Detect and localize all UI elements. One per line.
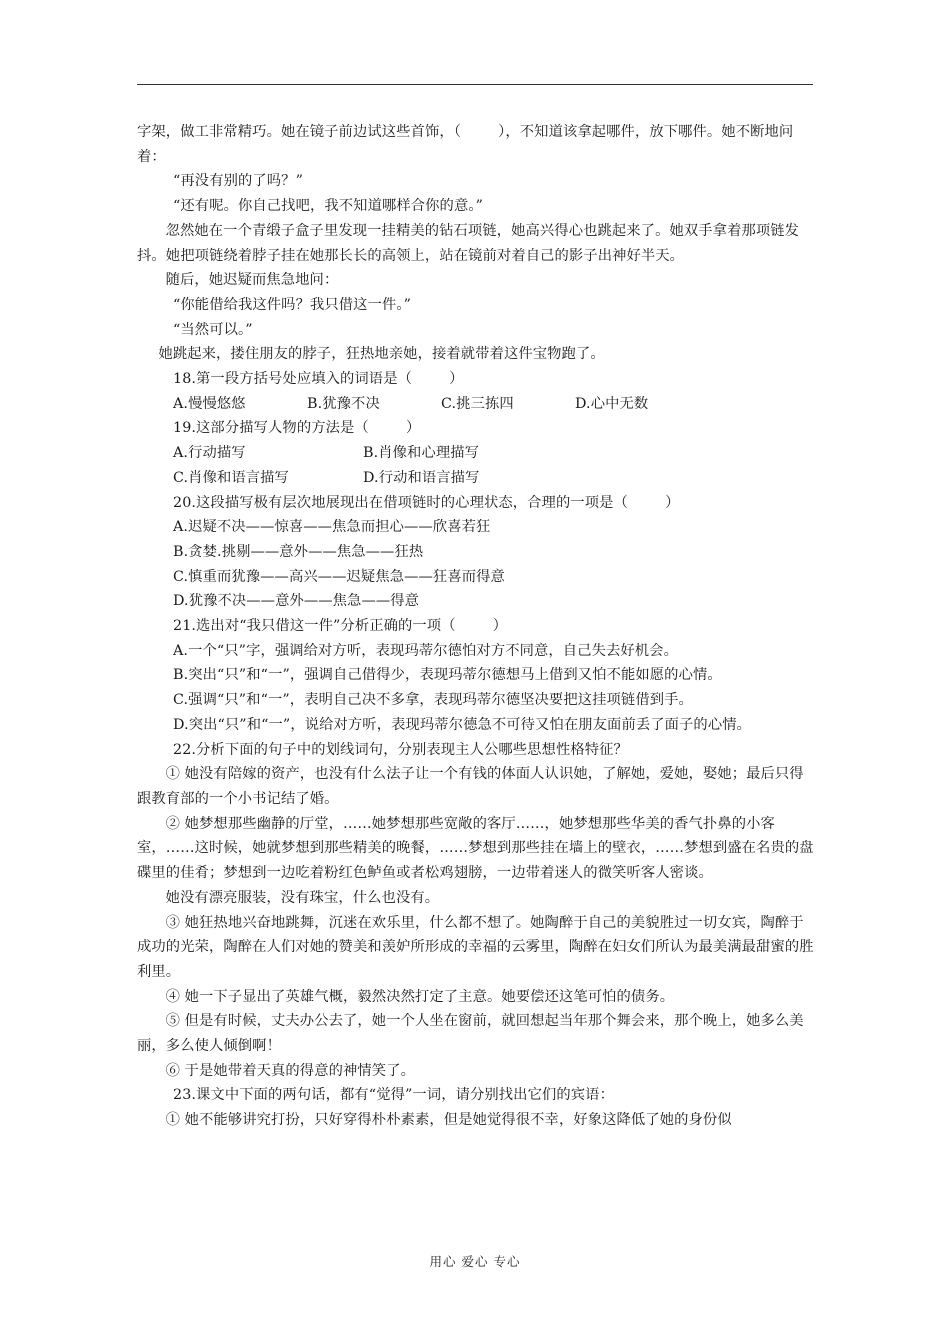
question-20-stem: 20.这段描写极有层次地展现出在借项链时的心理状态，合理的一项是（ ） <box>173 494 680 511</box>
dialogue-line: “再没有别的了吗？” <box>173 173 303 190</box>
sentence-item: ③ 她狂热地兴奋地跳舞，沉迷在欢乐里，什么都不想了。她陶醉于自己的美貌胜过一切女宾，陶醉于成功的光荣，陶醉在人们对她的赞美和羡妒所形成的幸福的云雾里，陶醉在妇女们所认为最美满最甜蜜的胜利里。 <box>137 914 814 980</box>
question-19-options <box>137 441 817 466</box>
passage-paragraph: 字架，做工非常精巧。她在镜子前边试这些首饰，（ ），不知道该拿起哪件，放下哪件。她不断地问着： <box>137 124 794 165</box>
option: D.犹豫不决——意外——焦急——得意 <box>173 593 420 610</box>
page-footer: 用心 爱心 专心 <box>429 1254 521 1269</box>
sentence-item: ① 她没有陪嫁的资产，也没有什么法子让一个有钱的体面人认识她，了解她，爱她，娶她；最后只得跟教育部的一个小书记结了婚。 <box>137 766 804 807</box>
option: A.慢慢悠悠 <box>173 395 246 412</box>
document-body <box>137 120 817 1133</box>
sentence-item: ⑥ 于是她带着天真的得意的神情笑了。 <box>165 1062 415 1079</box>
question-19-options <box>137 466 817 491</box>
option: C.肖像和语言描写 <box>173 469 289 486</box>
option: B.突出“只”和“一”，强调自己借得少，表现玛蒂尔德想马上借到又怕不能如愿的心情。 <box>173 667 722 684</box>
dialogue-line: “你能借给我这件吗？我只借这一件。” <box>173 296 412 313</box>
question-18-options <box>137 392 817 417</box>
question-18-stem: 18.第一段方括号处应填入的词语是（ ） <box>173 371 464 388</box>
passage-paragraph: 随后，她迟疑而焦急地问： <box>165 272 339 289</box>
passage-paragraph: 她跳起来，搂住朋友的脖子，狂热地亲她，接着就带着这件宝物跑了。 <box>158 346 605 363</box>
sentence-item: ① 她不能够讲究打扮，只好穿得朴朴素素，但是她觉得很不幸，好象这降低了她的身份似 <box>165 1112 732 1129</box>
option: A.迟疑不决——惊喜——焦急而担心——欣喜若狂 <box>173 519 491 536</box>
header-rule <box>137 84 813 85</box>
question-19-stem: 19.这部分描写人物的方法是（ ） <box>173 420 421 437</box>
question-22-stem: 22.分析下面的句子中的划线词句，分别表现主人公哪些思想性格特征？ <box>173 741 628 758</box>
option: A.行动描写 <box>173 445 246 462</box>
option: B.肖像和心理描写 <box>363 445 480 462</box>
sentence-item: ⑤ 但是有时候，丈夫办公去了，她一个人坐在窗前，就回想起当年那个舞会来，那个晚上，她多么美丽，多么使人倾倒啊！ <box>137 1013 804 1055</box>
sentence-item: ④ 她一下子显出了英雄气概，毅然决然打定了主意。她要偿还这笔可怕的债务。 <box>165 988 675 1005</box>
question-21-stem: 21.选出对“我只借这一件”分析正确的一项（ ） <box>173 618 508 635</box>
question-23-stem: 23.课文中下面的两句话，都有“觉得”一词，请分别找出它们的宾语： <box>173 1087 614 1104</box>
option: A.一个“只”字，强调给对方听，表现玛蒂尔德怕对方不同意，自己失去好机会。 <box>173 642 678 659</box>
sentence-item: 她没有漂亮服装，没有珠宝，什么也没有。 <box>165 889 440 906</box>
option: D.心中无数 <box>575 395 649 412</box>
option: C.慎重而犹豫——高兴——迟疑焦急——狂喜而得意 <box>173 568 505 585</box>
option: D.行动和语言描写 <box>363 469 480 486</box>
option: C.挑三拣四 <box>441 395 514 412</box>
option: D.突出“只”和“一”，说给对方听，表现玛蒂尔德急不可待又怕在朋友面前丢了面子的心情。 <box>173 716 752 733</box>
dialogue-line: “还有呢。你自己找吧，我不知道哪样合你的意。” <box>173 198 483 215</box>
passage-paragraph: 忽然她在一个青缎子盒子里发现一挂精美的钻石项链，她高兴得心也跳起来了。她双手拿着那项链发抖。她把项链绕着脖子挂在她那长长的高领上，站在镜前对着自己的影子出神好半天。 <box>137 222 800 264</box>
sentence-item: ② 她梦想那些幽静的厅堂，……她梦想那些宽敞的客厅……，她梦想那些华美的香气扑鼻的小客室，……这时候，她就梦想到那些精美的晚餐，……梦想到那些挂在墙上的壁衣，……梦想到盛在名贵的盘碟里的佳肴；梦想到一边吃着粉红色鲈鱼或者松鸡翅膀，一边带着迷人的微笑听客人密谈。 <box>137 815 814 882</box>
option: B.贪婪.挑剔——意外——焦急——狂热 <box>173 543 424 560</box>
option: C.强调“只”和“一”，表明自己决不多拿，表现玛蒂尔德坚决要把这挂项链借到手。 <box>173 692 693 709</box>
option: B.犹豫不决 <box>307 395 380 412</box>
dialogue-line: “当然可以。” <box>173 321 253 338</box>
